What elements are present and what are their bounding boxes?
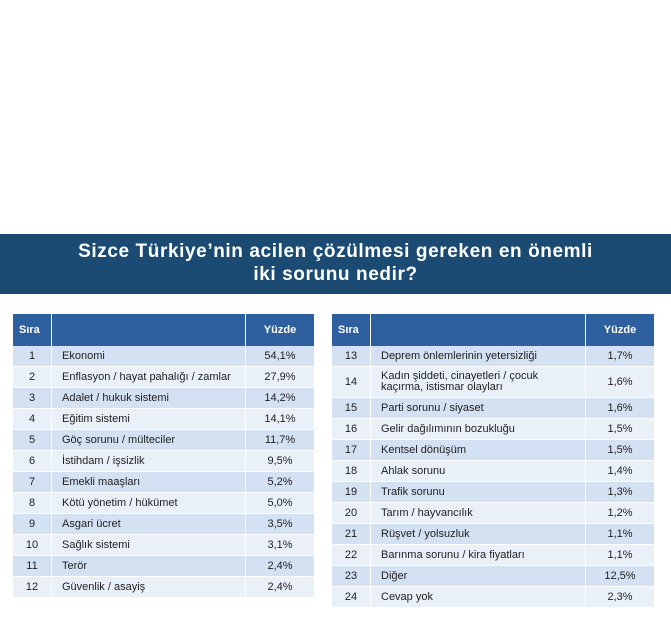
row-item: İstihdam / işsizlik <box>52 451 246 472</box>
row-item: Enflasyon / hayat pahalığı / zamlar <box>52 367 246 388</box>
table-row <box>332 566 654 587</box>
row-item: Emekli maaşları <box>52 472 246 493</box>
table-row <box>13 451 314 472</box>
row-rank: 3 <box>13 388 52 409</box>
row-value: 14,2% <box>246 388 314 409</box>
row-value: 5,0% <box>246 493 314 514</box>
row-rank: 6 <box>13 451 52 472</box>
row-item: Trafik sorunu <box>371 482 586 503</box>
header-rank: Sıra <box>13 314 52 346</box>
row-rank: 13 <box>332 346 371 367</box>
row-item: Sağlık sistemi <box>52 535 246 556</box>
row-item: Deprem önlemlerinin yetersizliği <box>371 346 586 367</box>
row-value: 1,1% <box>586 524 654 545</box>
row-item: Göç sorunu / mülteciler <box>52 430 246 451</box>
row-item: Güvenlik / asayiş <box>52 577 246 598</box>
table-row <box>13 409 314 430</box>
table-row <box>332 440 654 461</box>
row-value: 1,5% <box>586 440 654 461</box>
row-rank: 18 <box>332 461 371 482</box>
table-row <box>332 346 654 367</box>
row-item: Asgari ücret <box>52 514 246 535</box>
header-item <box>52 314 246 346</box>
row-value: 11,7% <box>246 430 314 451</box>
header-value: Yüzde <box>586 314 654 346</box>
row-item: Rüşvet / yolsuzluk <box>371 524 586 545</box>
row-item: Cevap yok <box>371 587 586 608</box>
row-item: Terör <box>52 556 246 577</box>
row-rank: 10 <box>13 535 52 556</box>
row-value: 1,1% <box>586 545 654 566</box>
row-rank: 1 <box>13 346 52 367</box>
table-row <box>332 482 654 503</box>
row-rank: 21 <box>332 524 371 545</box>
table-row <box>332 503 654 524</box>
row-item: Ahlak sorunu <box>371 461 586 482</box>
table-row <box>332 545 654 566</box>
title-line-1: Sizce Türkiye’nin acilen çözülmesi gereken en önemli <box>78 241 593 262</box>
title-banner <box>0 234 671 294</box>
table-header-row <box>13 314 314 346</box>
row-value: 9,5% <box>246 451 314 472</box>
header-rank: Sıra <box>332 314 371 346</box>
table-row <box>332 419 654 440</box>
row-item: Gelir dağılımının bozukluğu <box>371 419 586 440</box>
table-row <box>13 430 314 451</box>
table-row <box>13 535 314 556</box>
row-item: Kötü yönetim / hükümet <box>52 493 246 514</box>
row-rank: 16 <box>332 419 371 440</box>
row-rank: 5 <box>13 430 52 451</box>
table-row <box>13 472 314 493</box>
row-rank: 2 <box>13 367 52 388</box>
row-value: 1,3% <box>586 482 654 503</box>
row-item: Diğer <box>371 566 586 587</box>
row-item: Tarım / hayvancılık <box>371 503 586 524</box>
row-value: 27,9% <box>246 367 314 388</box>
row-item: Barınma sorunu / kira fiyatları <box>371 545 586 566</box>
row-item: Kadın şiddeti, cinayetleri / çocuk kaçırma, istismar olayları <box>371 367 586 398</box>
table-row <box>13 514 314 535</box>
row-item: Ekonomi <box>52 346 246 367</box>
row-value: 5,2% <box>246 472 314 493</box>
table-row <box>13 388 314 409</box>
row-item: Eğitim sistemi <box>52 409 246 430</box>
title-line-2: iki sorunu nedir? <box>253 264 418 285</box>
row-value: 3,5% <box>246 514 314 535</box>
table-row <box>13 493 314 514</box>
row-item: Parti sorunu / siyaset <box>371 398 586 419</box>
row-value: 1,4% <box>586 461 654 482</box>
table-row <box>13 346 314 367</box>
row-rank: 11 <box>13 556 52 577</box>
row-value: 1,2% <box>586 503 654 524</box>
row-rank: 12 <box>13 577 52 598</box>
row-rank: 7 <box>13 472 52 493</box>
header-value: Yüzde <box>246 314 314 346</box>
row-item: Kentsel dönüşüm <box>371 440 586 461</box>
table-left <box>13 314 314 598</box>
row-rank: 20 <box>332 503 371 524</box>
table-row <box>332 587 654 608</box>
row-value: 54,1% <box>246 346 314 367</box>
table-row <box>332 524 654 545</box>
row-rank: 22 <box>332 545 371 566</box>
row-rank: 23 <box>332 566 371 587</box>
row-value: 1,5% <box>586 419 654 440</box>
row-rank: 14 <box>332 367 371 398</box>
row-value: 3,1% <box>246 535 314 556</box>
row-rank: 19 <box>332 482 371 503</box>
table-right <box>332 314 654 608</box>
row-value: 14,1% <box>246 409 314 430</box>
table-header-row <box>332 314 654 346</box>
row-rank: 24 <box>332 587 371 608</box>
row-value: 2,4% <box>246 556 314 577</box>
table-row <box>13 577 314 598</box>
row-rank: 8 <box>13 493 52 514</box>
row-rank: 4 <box>13 409 52 430</box>
row-value: 12,5% <box>586 566 654 587</box>
table-row <box>332 461 654 482</box>
row-value: 1,6% <box>586 398 654 419</box>
table-row <box>332 367 654 398</box>
table-row <box>13 556 314 577</box>
row-rank: 15 <box>332 398 371 419</box>
header-item <box>371 314 586 346</box>
row-value: 2,3% <box>586 587 654 608</box>
row-value: 1,7% <box>586 346 654 367</box>
row-value: 1,6% <box>586 367 654 398</box>
row-value: 2,4% <box>246 577 314 598</box>
table-row <box>332 398 654 419</box>
row-item: Adalet / hukuk sistemi <box>52 388 246 409</box>
row-rank: 17 <box>332 440 371 461</box>
row-rank: 9 <box>13 514 52 535</box>
table-row <box>13 367 314 388</box>
